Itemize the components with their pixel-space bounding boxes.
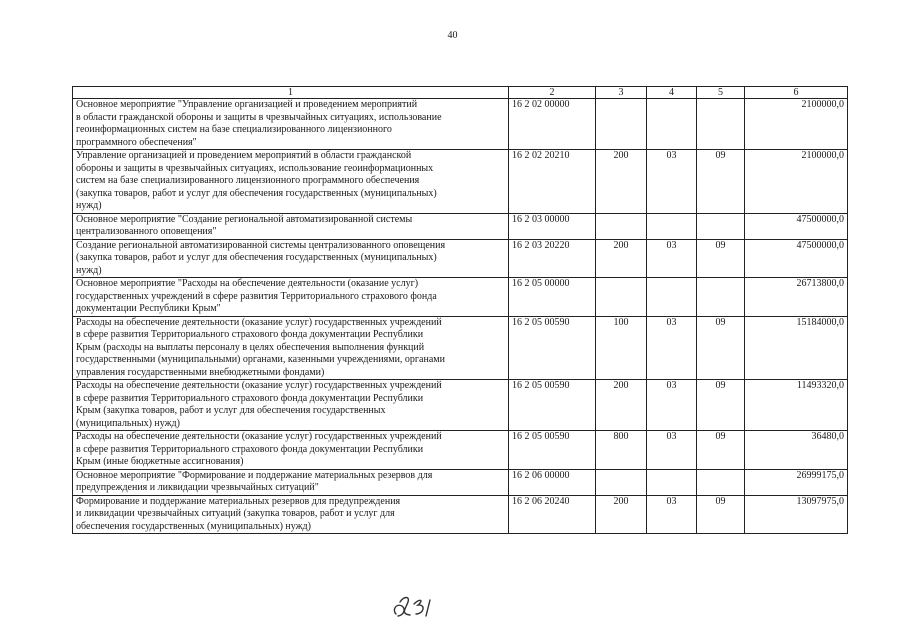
row-subsection-cell: 09 bbox=[697, 431, 745, 470]
table-row bbox=[73, 239, 848, 278]
row-amount-cell: 2100000,0 bbox=[745, 150, 848, 214]
row-code-cell: 16 2 05 00590 bbox=[509, 316, 596, 380]
row-expense-type-cell bbox=[596, 469, 647, 495]
column-header: 4 bbox=[647, 87, 697, 99]
row-code-cell: 16 2 02 20210 bbox=[509, 150, 596, 214]
row-amount-cell: 47500000,0 bbox=[745, 213, 848, 239]
row-section-cell: 03 bbox=[647, 150, 697, 214]
row-subsection-cell: 09 bbox=[697, 495, 745, 534]
row-subsection-cell bbox=[697, 99, 745, 150]
row-amount-cell: 2100000,0 bbox=[745, 99, 848, 150]
row-code-cell: 16 2 03 00000 bbox=[509, 213, 596, 239]
table-row bbox=[73, 495, 848, 534]
row-expense-type-cell: 800 bbox=[596, 431, 647, 470]
row-amount-cell: 26713800,0 bbox=[745, 278, 848, 317]
row-amount-cell: 47500000,0 bbox=[745, 239, 848, 278]
row-section-cell bbox=[647, 469, 697, 495]
column-header: 5 bbox=[697, 87, 745, 99]
row-amount-cell: 11493320,0 bbox=[745, 380, 848, 431]
table-row bbox=[73, 150, 848, 214]
row-amount-cell: 13097975,0 bbox=[745, 495, 848, 534]
row-name-cell: Расходы на обеспечение деятельности (оказание услуг) государственных учреждений в сфере развития Территориального страхового фонда документации Республики Крым (закупка товаров, работ и услуг для обеспечения государственных (муниципальных) нужд) bbox=[73, 380, 509, 431]
row-subsection-cell: 09 bbox=[697, 239, 745, 278]
row-expense-type-cell bbox=[596, 99, 647, 150]
column-header: 3 bbox=[596, 87, 647, 99]
row-section-cell: 03 bbox=[647, 316, 697, 380]
row-name-cell: Создание региональной автоматизированной системы централизованного оповещения (закупка товаров, работ и услуг для обеспечения государственных (муниципальных) нужд) bbox=[73, 239, 509, 278]
row-code-cell: 16 2 06 00000 bbox=[509, 469, 596, 495]
handwritten-page-mark bbox=[390, 588, 450, 620]
table-row bbox=[73, 99, 848, 150]
budget-table bbox=[72, 86, 848, 534]
row-section-cell bbox=[647, 99, 697, 150]
row-expense-type-cell: 200 bbox=[596, 380, 647, 431]
table-row bbox=[73, 469, 848, 495]
row-amount-cell: 15184000,0 bbox=[745, 316, 848, 380]
row-amount-cell: 36480,0 bbox=[745, 431, 848, 470]
row-section-cell: 03 bbox=[647, 431, 697, 470]
table-row bbox=[73, 316, 848, 380]
row-expense-type-cell: 200 bbox=[596, 150, 647, 214]
row-name-cell: Основное мероприятие "Формирование и поддержание материальных резервов для предупреждения и ликвидации чрезвычайных ситуаций" bbox=[73, 469, 509, 495]
row-subsection-cell: 09 bbox=[697, 380, 745, 431]
row-section-cell: 03 bbox=[647, 239, 697, 278]
row-amount-cell: 26999175,0 bbox=[745, 469, 848, 495]
row-name-cell: Расходы на обеспечение деятельности (оказание услуг) государственных учреждений в сфере развития Территориального страхового фонда документации Республики Крым (расходы на выплаты персоналу в целях обеспечения выполнения функций государственными (муниципальными) органами, казенными учреждениями, органами управления государственными внебюджетными фондами) bbox=[73, 316, 509, 380]
table-row bbox=[73, 213, 848, 239]
column-header: 2 bbox=[509, 87, 596, 99]
row-name-cell: Основное мероприятие "Расходы на обеспечение деятельности (оказание услуг) государственных учреждений в сфере развития Территориального страхового фонда документации Республики Крым" bbox=[73, 278, 509, 317]
column-header: 6 bbox=[745, 87, 848, 99]
row-subsection-cell bbox=[697, 213, 745, 239]
row-code-cell: 16 2 03 20220 bbox=[509, 239, 596, 278]
row-section-cell bbox=[647, 213, 697, 239]
row-expense-type-cell bbox=[596, 213, 647, 239]
row-name-cell: Основное мероприятие "Управление организацией и проведением мероприятий в области гражданской обороны и защиты в чрезвычайных ситуациях, использование геоинформационных систем на базе специализированного лицензионного программного обеспечения" bbox=[73, 99, 509, 150]
row-expense-type-cell bbox=[596, 278, 647, 317]
row-code-cell: 16 2 06 20240 bbox=[509, 495, 596, 534]
table-body bbox=[73, 99, 848, 534]
row-subsection-cell bbox=[697, 469, 745, 495]
row-code-cell: 16 2 05 00000 bbox=[509, 278, 596, 317]
row-subsection-cell: 09 bbox=[697, 150, 745, 214]
table-row bbox=[73, 431, 848, 470]
row-expense-type-cell: 200 bbox=[596, 239, 647, 278]
row-name-cell: Формирование и поддержание материальных резервов для предупреждения и ликвидации чрезвычайных ситуаций (закупка товаров, работ и услуг для обеспечения государственных (муниципальных) нужд) bbox=[73, 495, 509, 534]
table-row bbox=[73, 278, 848, 317]
row-code-cell: 16 2 05 00590 bbox=[509, 431, 596, 470]
row-code-cell: 16 2 02 00000 bbox=[509, 99, 596, 150]
row-subsection-cell: 09 bbox=[697, 316, 745, 380]
row-code-cell: 16 2 05 00590 bbox=[509, 380, 596, 431]
row-expense-type-cell: 200 bbox=[596, 495, 647, 534]
table-row bbox=[73, 380, 848, 431]
column-header: 1 bbox=[73, 87, 509, 99]
row-section-cell: 03 bbox=[647, 380, 697, 431]
row-section-cell: 03 bbox=[647, 495, 697, 534]
row-name-cell: Расходы на обеспечение деятельности (оказание услуг) государственных учреждений в сфере развития Территориального страхового фонда документации Республики Крым (иные бюджетные ассигнования) bbox=[73, 431, 509, 470]
page-number: 40 bbox=[447, 30, 458, 41]
header-row bbox=[73, 87, 848, 99]
row-name-cell: Основное мероприятие "Создание региональной автоматизированной системы централизованного оповещения" bbox=[73, 213, 509, 239]
row-name-cell: Управление организацией и проведением мероприятий в области гражданской обороны и защиты в чрезвычайных ситуациях, использование геоинформационных систем на базе специализированного лицензионного программного обеспечения (закупка товаров, работ и услуг для обеспечения государственных (муниципальных) нужд) bbox=[73, 150, 509, 214]
row-section-cell bbox=[647, 278, 697, 317]
row-subsection-cell bbox=[697, 278, 745, 317]
row-expense-type-cell: 100 bbox=[596, 316, 647, 380]
